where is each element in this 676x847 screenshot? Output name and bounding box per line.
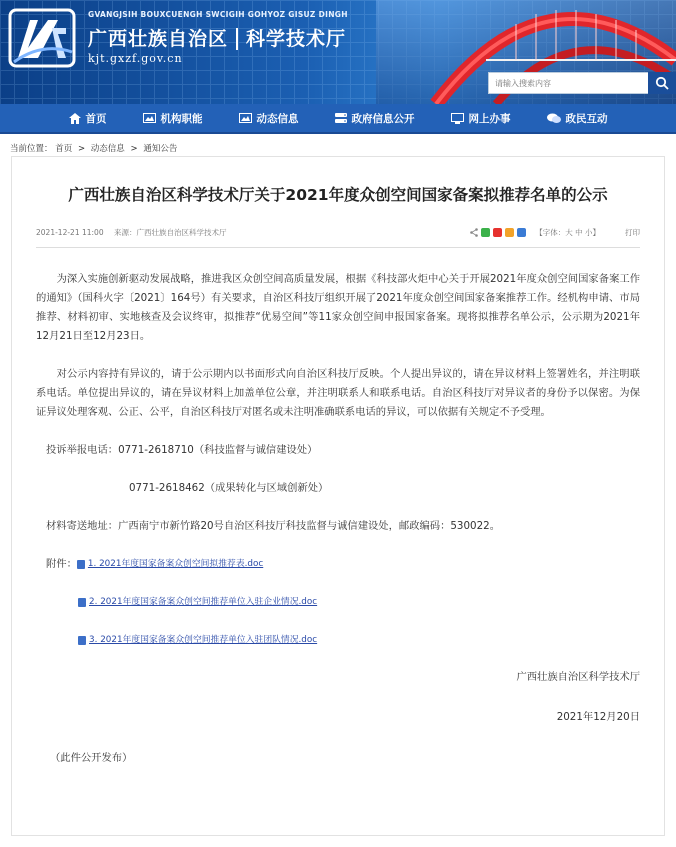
attachment-name: 1. 2021年度国家备案众创空间拟推荐表.doc <box>87 559 264 569</box>
attachment-link[interactable] <box>78 593 317 612</box>
signature: 广西壮族自治区科学技术厅 <box>516 671 640 683</box>
site-pinyin-name: GVANGJSIH BOUXCUENGH SWCIGIH GOHYOZ GISUZ DINGH <box>88 10 348 19</box>
contact-phone-2: 0771-2618462（成果转化与区域创新处） <box>129 482 329 494</box>
mailing-address: 材料寄送地址：广西南宁市新竹路20号自治区科技厅科技监督与诚信建设处，邮政编码：530022。 <box>46 520 500 532</box>
image-icon <box>239 113 252 123</box>
nav-label: 政民互动 <box>565 112 608 125</box>
breadcrumb <box>0 134 676 156</box>
main-nav <box>0 104 676 134</box>
article-container <box>11 156 665 836</box>
doc-file-icon <box>78 636 86 645</box>
monitor-icon <box>451 113 464 124</box>
nav-label: 政府信息公开 <box>351 112 415 125</box>
article-meta <box>36 225 640 239</box>
nav-label: 首页 <box>85 112 107 125</box>
nav-organization[interactable] <box>125 103 221 133</box>
print-button[interactable]: 打印 <box>625 227 640 237</box>
search-box <box>488 72 676 94</box>
nav-interaction[interactable] <box>529 103 626 133</box>
wechat-share-icon[interactable] <box>481 228 490 237</box>
nav-label: 动态信息 <box>256 112 299 125</box>
weibo-share-icon[interactable] <box>493 228 502 237</box>
attachments <box>36 555 640 650</box>
contact-phone-1: 0771-2618710（科技监督与诚信建设处） <box>118 444 318 456</box>
breadcrumb-label: 当前位置： <box>10 144 53 154</box>
image-icon <box>143 113 156 123</box>
contact-line-2 <box>36 479 640 498</box>
attachment-name: 3. 2021年度国家备案众创空间推荐单位入驻团队情况.doc <box>89 635 318 645</box>
server-icon <box>335 113 347 124</box>
site-header <box>0 0 676 104</box>
article-body <box>36 270 640 422</box>
contact-line-1 <box>36 441 640 460</box>
doc-file-icon <box>78 598 86 607</box>
nav-gov-info[interactable] <box>317 103 433 133</box>
breadcrumb-notices[interactable]: 通知公告 <box>143 144 178 154</box>
share-icon[interactable] <box>470 228 478 237</box>
site-name[interactable] <box>88 24 346 51</box>
home-icon <box>69 113 81 124</box>
paragraph: 为深入实施创新驱动发展战略，推进我区众创空间高质量发展，根据《科技部火炬中心关于开展2021年度众创空间国家备案工作的通知》（国科火字〔2021〕164号）有关要求，自治区科技厅组织开展了2021年度众创空间国家备案推荐工作。经机构申请、市局推荐、材料初审、实地核查及会议终审，拟推荐“优易空间”等11家众创空间申报国家备案。现将拟推荐名单公示，公示期为2021年12月21日至12月23日。 <box>36 273 640 342</box>
divider <box>36 247 640 248</box>
site-domain: kjt.gxzf.gov.cn <box>88 52 183 65</box>
site-logo-icon[interactable] <box>8 8 76 68</box>
breadcrumb-separator: > <box>77 144 86 154</box>
qzone-share-icon[interactable] <box>505 228 514 237</box>
nav-news[interactable] <box>221 103 317 133</box>
attachment-name: 2. 2021年度国家备案众创空间推荐单位入驻企业情况.doc <box>89 597 318 607</box>
attachment-link[interactable] <box>77 555 263 574</box>
search-button[interactable] <box>648 72 676 94</box>
search-input[interactable] <box>488 72 648 94</box>
breadcrumb-home[interactable]: 首页 <box>55 144 73 154</box>
site-dept: 科学技术厅 <box>236 28 346 50</box>
breadcrumb-separator: > <box>130 144 138 154</box>
chat-icon <box>547 113 561 124</box>
publication-note: （此件公开发布） <box>50 752 133 764</box>
font-size-control[interactable]: 【字体：大 中 小】 <box>535 227 600 237</box>
article-date: 2021-12-21 11:00 <box>36 227 104 237</box>
nav-label: 机构职能 <box>160 112 203 125</box>
attachment-link[interactable] <box>78 631 317 650</box>
article-title: 广西壮族自治区科学技术厅关于2021年度众创空间国家备案拟推荐名单的公示 <box>68 186 608 204</box>
nav-online-service[interactable] <box>433 103 529 133</box>
nav-home[interactable] <box>51 103 125 133</box>
paragraph: 对公示内容持有异议的，请于公示期内以书面形式向自治区科技厅反映。个人提出异议的，请在异议材料上签署姓名，并注明联系电话。单位提出异议的，请在异议材料上加盖单位公章，并注明联系人和联系电话。自治区科技厅对异议者的身份予以保密。为保证异议处理客观、公正、公平，自治区科技厅对匿名或未注明准确联系电话的异议，可以依据有关规定不予受理。 <box>36 368 640 418</box>
attachment-label: 附件： <box>46 558 77 570</box>
contact-label: 投诉举报电话： <box>46 444 119 456</box>
site-region: 广西壮族自治区 <box>88 28 229 50</box>
nav-label: 网上办事 <box>468 112 511 125</box>
signature-date: 2021年12月20日 <box>556 711 640 723</box>
article-source: 来源：广西壮族自治区科学技术厅 <box>113 227 227 237</box>
doc-file-icon <box>77 560 85 569</box>
qq-share-icon[interactable] <box>517 228 526 237</box>
breadcrumb-news[interactable]: 动态信息 <box>90 144 125 154</box>
search-icon <box>655 76 669 90</box>
